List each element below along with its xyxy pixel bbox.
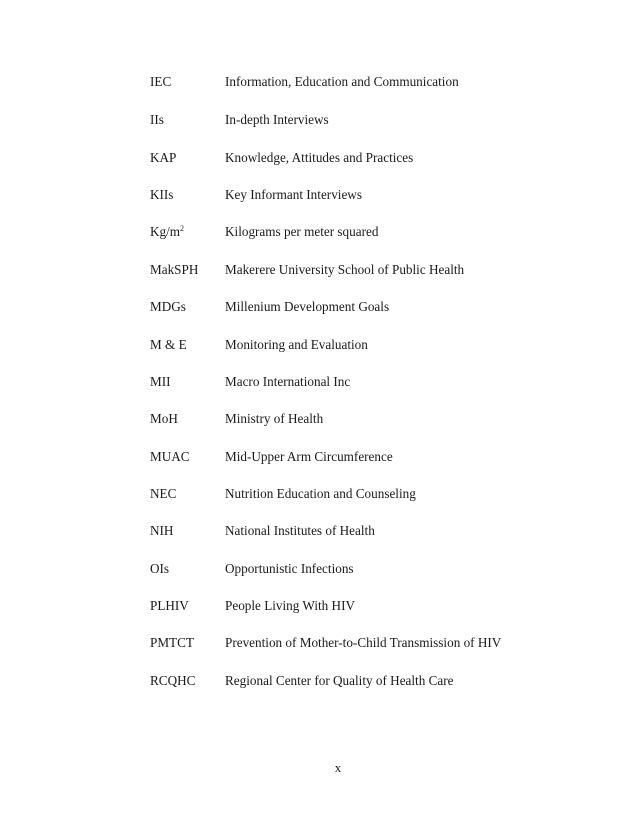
abbreviation-row <box>0 297 638 317</box>
page-number: x <box>334 760 342 775</box>
abbreviation-definition: National Institutes of Health <box>225 523 375 538</box>
abbreviation-term: KAP <box>150 150 177 165</box>
abbreviation-term: MII <box>150 374 171 389</box>
abbreviation-row <box>0 559 638 579</box>
abbreviation-definition: Mid-Upper Arm Circumference <box>225 449 393 464</box>
abbreviation-row <box>0 222 638 242</box>
abbreviation-definition: Millenium Development Goals <box>225 299 390 314</box>
abbreviation-term: NEC <box>150 486 177 501</box>
abbreviation-definition: Monitoring and Evaluation <box>225 337 368 352</box>
abbreviation-row <box>0 447 638 467</box>
abbreviation-definition: Kilograms per meter squared <box>225 224 379 239</box>
abbreviation-term: KIIs <box>150 187 174 202</box>
abbreviation-definition: Ministry of Health <box>225 411 324 426</box>
abbreviation-term: IEC <box>150 74 172 89</box>
abbreviation-row <box>0 633 638 653</box>
abbreviation-term: MUAC <box>150 449 190 464</box>
abbreviation-definition: Makerere University School of Public Health <box>225 262 465 277</box>
abbreviation-row <box>0 260 638 280</box>
abbreviation-row <box>0 110 638 130</box>
abbreviation-definition: Macro International Inc <box>225 374 351 389</box>
abbreviation-definition: Key Informant Interviews <box>225 187 362 202</box>
abbreviation-row <box>0 596 638 616</box>
abbreviation-row <box>0 409 638 429</box>
abbreviation-term: MDGs <box>150 299 186 314</box>
abbreviation-term: RCQHC <box>150 673 196 688</box>
abbreviation-definition: People Living With HIV <box>225 598 355 613</box>
abbreviation-term: PMTCT <box>150 635 194 650</box>
abbreviation-term: M & E <box>150 337 187 352</box>
abbreviation-definition: Knowledge, Attitudes and Practices <box>225 150 414 165</box>
abbreviation-row <box>0 148 638 168</box>
abbreviation-term: MakSPH <box>150 262 199 277</box>
abbreviation-definition: Nutrition Education and Counseling <box>225 486 416 501</box>
abbreviation-definition: Information, Education and Communication <box>225 74 459 89</box>
abbreviation-definition: In-depth Interviews <box>225 112 329 127</box>
abbreviation-row <box>0 521 638 541</box>
abbreviation-definition: Prevention of Mother-to-Child Transmission of HIV <box>225 635 502 650</box>
abbreviation-row <box>0 372 638 392</box>
abbreviation-term: PLHIV <box>150 598 189 613</box>
abbreviation-term: MoH <box>150 411 178 426</box>
abbreviation-row <box>0 484 638 504</box>
abbreviation-row <box>0 335 638 355</box>
abbreviation-term-base: Kg/m <box>150 224 181 239</box>
abbreviation-term: IIs <box>150 112 164 127</box>
abbreviation-definition: Regional Center for Quality of Health Care <box>225 673 454 688</box>
abbreviation-row <box>0 185 638 205</box>
abbreviation-term: NIH <box>150 523 174 538</box>
abbreviation-term <box>150 222 184 242</box>
abbreviation-term-superscript: 2 <box>180 224 185 233</box>
abbreviation-term: OIs <box>150 561 170 576</box>
abbreviation-definition: Opportunistic Infections <box>225 561 354 576</box>
abbreviation-row <box>0 72 638 92</box>
abbreviation-row <box>0 671 638 691</box>
